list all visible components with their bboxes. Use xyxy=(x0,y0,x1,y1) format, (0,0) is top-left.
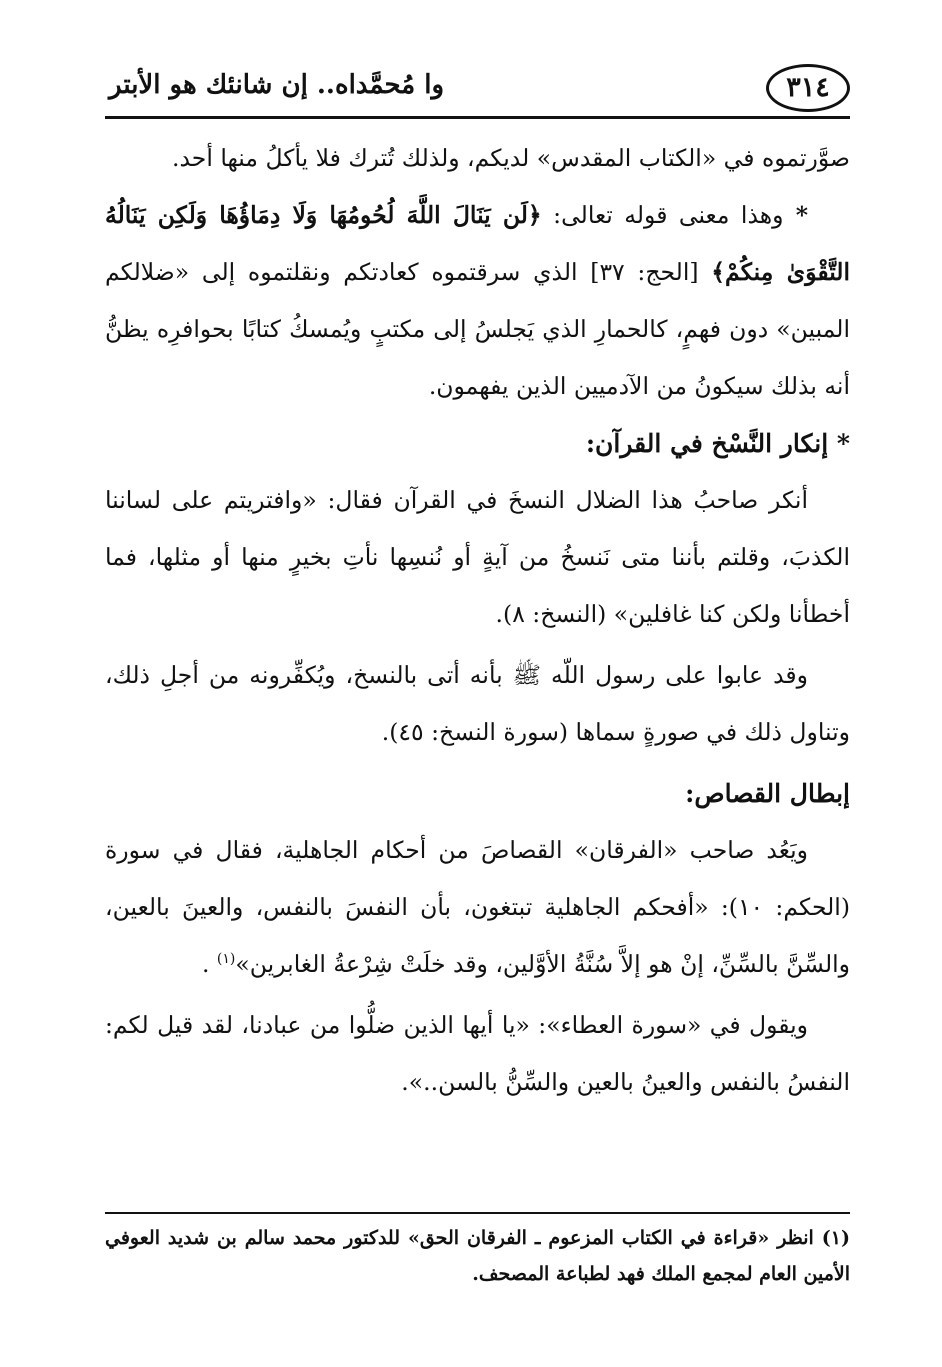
footnote-1: (١) انظر «قراءة في الكتاب المزعوم ـ الفرقان الحق» للدكتور محمد سالم بن شديد العوفي الأمين العام لمجمع الملك فهد لطباعة المصحف. xyxy=(105,1227,850,1285)
verse-reference: [الحج: ٣٧] xyxy=(577,258,712,286)
paragraph-5-text: ويَعُد صاحب «الفرقان» القصاصَ من أحكام الجاهلية، فقال في سورة (الحكم: ١٠): «أفحكم الجاهلية تبتغون، بأن النفسَ بالنفس، والعينَ بالعين، والسِّنَّ بالسِّنِّ، إنْ هو إلاَّ سُنَّةُ الأوَّلين، وقد خلَتْ شِرْعةُ الغابرين» xyxy=(105,836,850,978)
paragraph-2-intro: وهذا معنى قوله تعالى: xyxy=(541,201,784,229)
paragraph-6: ويقول في «سورة العطاء»: «يا أيها الذين ضلُّوا من عبادنا، لقد قيل لكم: النفسُ بالنفس والعينُ بالعين والسِّنُّ بالسن..». xyxy=(105,1011,850,1096)
page-number: ٣١٤ xyxy=(766,64,850,112)
page-body xyxy=(105,130,850,1111)
bullet-marker: * xyxy=(783,201,808,229)
header-rule xyxy=(105,116,850,119)
paragraph-5 xyxy=(105,822,850,993)
section-heading-qisas: إبطال القصاص: xyxy=(685,779,850,808)
footnotes xyxy=(105,1220,850,1292)
running-head: وا مُحمَّداه.. إن شانئك هو الأبتر xyxy=(109,70,445,100)
footnote-rule xyxy=(105,1212,850,1214)
paragraph-2 xyxy=(105,187,850,415)
paragraph-1: صوَّرتموه في «الكتاب المقدس» لديكم، ولذلك تُترك فلا يأكلُ منها أحد. xyxy=(171,144,850,172)
paragraph-3: أنكر صاحبُ هذا الضلال النسخَ في القرآن فقال: «وافتريتم على لساننا الكذبَ، وقلتم بأننا متى نَنسخُ من آيةٍ أو نُنسِها نأتِ بخيرٍ منها أو مثلها، فما أخطأنا ولكن كنا غافلين» (النسخ: ٨). xyxy=(105,486,850,628)
page-header xyxy=(105,62,850,120)
section-heading-naskh: * إنكار النَّسْخ في القرآن: xyxy=(585,429,850,458)
footnote-reference: (١) xyxy=(216,951,236,968)
paragraph-2-rest: الذي سرقتموه كعادتكم ونقلتموه إلى «ضلالكم المبين» دون فهمٍ، كالحمارِ الذي يَجلسُ إلى مكتبٍ ويُمسكُ كتابًا بحوافرِه يظنُّ أنه بذلك سيكونُ من الآدميين الذين يفهمون. xyxy=(105,258,850,400)
paragraph-5-end: . xyxy=(201,950,217,978)
book-page xyxy=(105,62,850,1322)
paragraph-4: وقد عابوا على رسول اللّه ﷺ بأنه أتى بالنسخ، ويُكفِّرونه من أجلِ ذلك، وتناول ذلك في صورةٍ سماها (سورة النسخ: ٤٥). xyxy=(105,661,850,746)
quran-verse: ﴿لَن يَنَالَ اللَّهَ لُحُومُهَا وَلَا دِمَاؤُهَا وَلَكِن يَنَالُهُ التَّقْوَىٰ مِنكُمْ﴾ xyxy=(105,201,850,286)
